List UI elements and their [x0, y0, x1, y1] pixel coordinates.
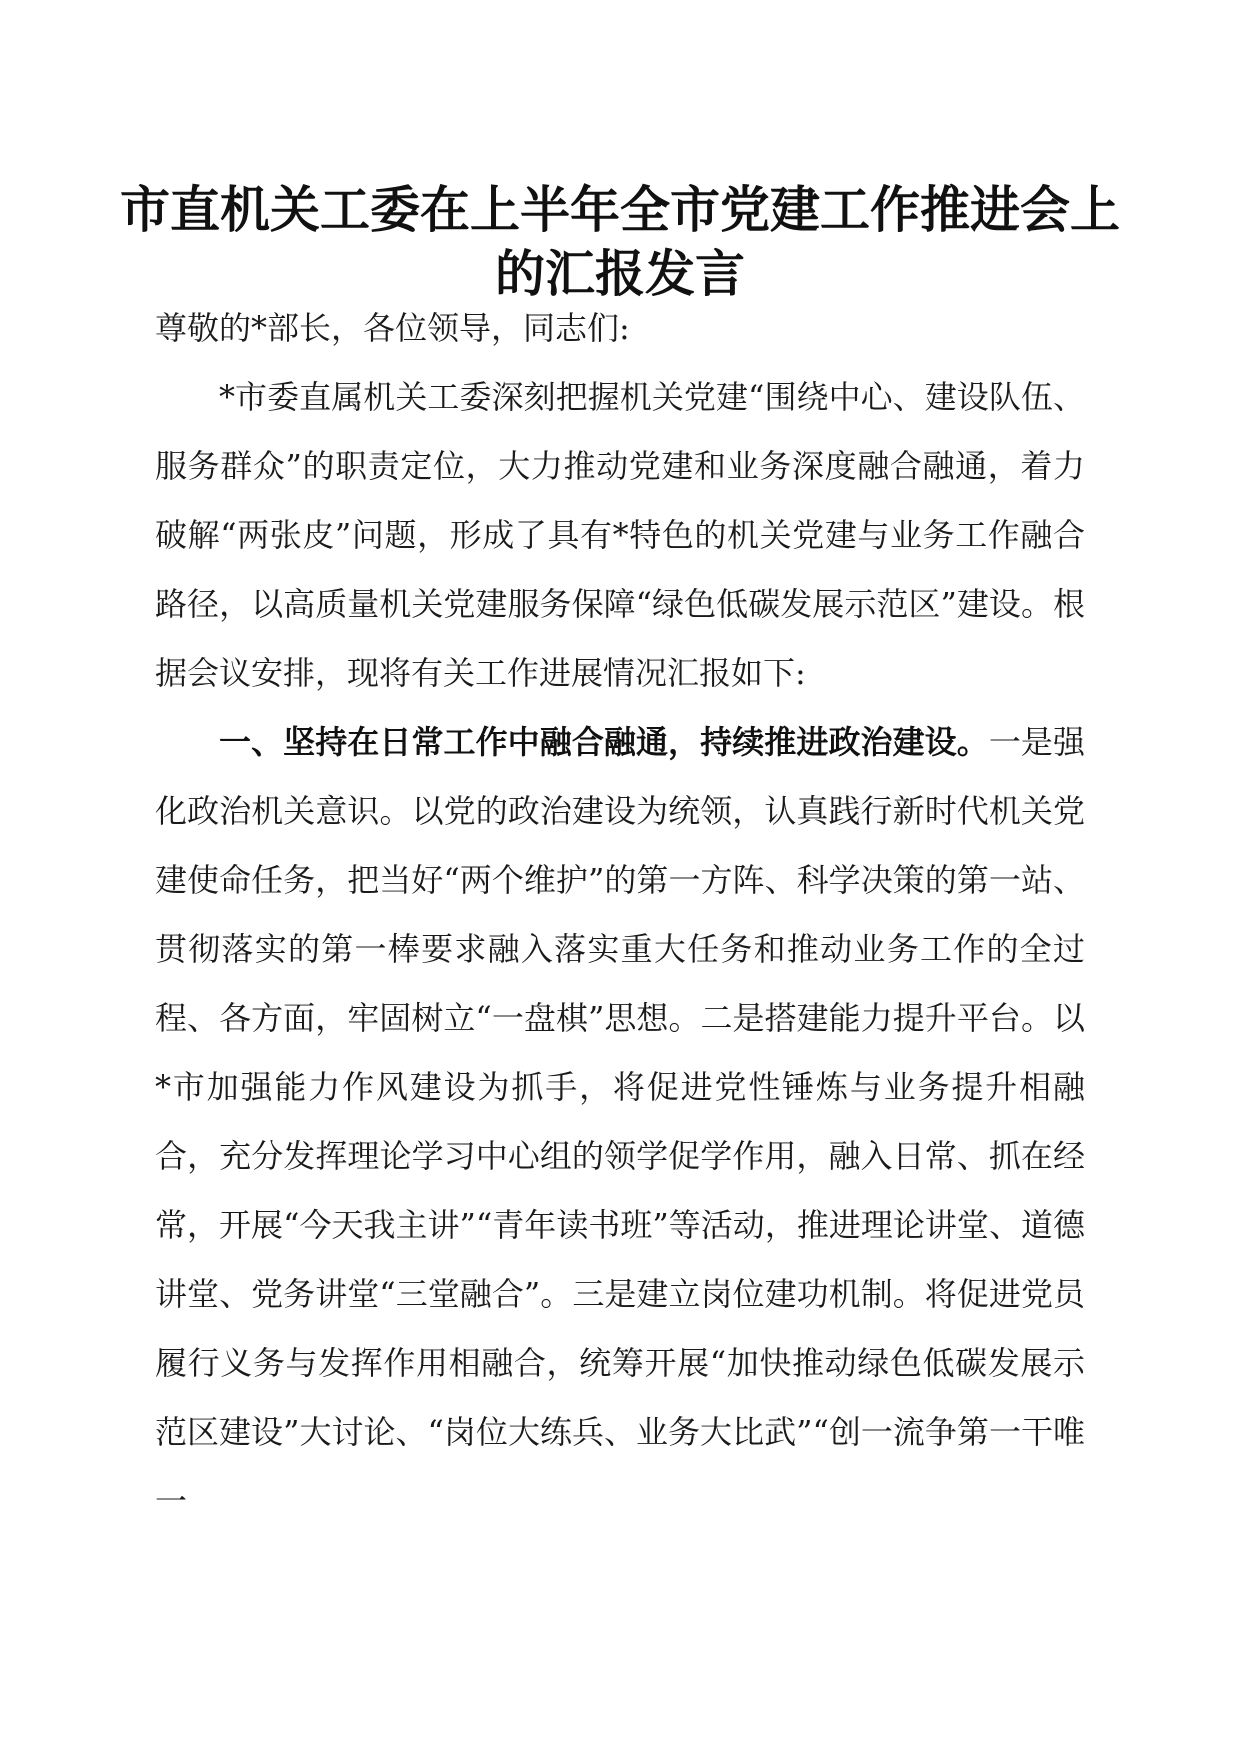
document-body [155, 294, 1085, 1536]
title-line-1: 市直机关工委在上半年全市党建工作推进会上 [120, 180, 1120, 239]
section-1-body: 一是强化政治机关意识。以党的政治建设为统领，认真践行新时代机关党建使命任务，把当好“两个维护”的第一方阵、科学决策的第一站、贯彻落实的第一棒要求融入落实重大任务和推动业务工作的全过程、各方面，牢固树立“一盘棋”思想。二是搭建能力提升平台。以*市加强能力作风建设为抓手，将促进党性锤炼与业务提升相融合，充分发挥理论学习中心组的领学促学作用，融入日常、抓在经常，开展“今天我主讲”“青年读书班”等活动，推进理论讲堂、道德讲堂、党务讲堂“三堂融合”。三是建立岗位建功机制。将促进党员履行义务与发挥作用相融合，统筹开展“加快推动绿色低碳发展示范区建设”大讨论、“岗位大练兵、业务大比武”“创一流争第一干唯一 [155, 723, 1085, 1520]
title-line-2: 的汇报发言 [495, 244, 745, 303]
section-1-heading: 一、坚持在日常工作中融合融通，持续推进政治建设。 [219, 723, 989, 761]
intro-paragraph: *市委直属机关工委深刻把握机关党建“围绕中心、建设队伍、服务群众”的职责定位，大力推动党建和业务深度融合融通，着力破解“两张皮”问题，形成了具有*特色的机关党建与业务工作融合路径，以高质量机关党建服务保障“绿色低碳发展示范区”建设。根据会议安排，现将有关工作进展情况汇报如下: [155, 378, 1085, 692]
document-title [120, 178, 1120, 306]
salutation: 尊敬的*部长，各位领导，同志们: [155, 309, 630, 347]
section-1-paragraph [155, 708, 1085, 1536]
